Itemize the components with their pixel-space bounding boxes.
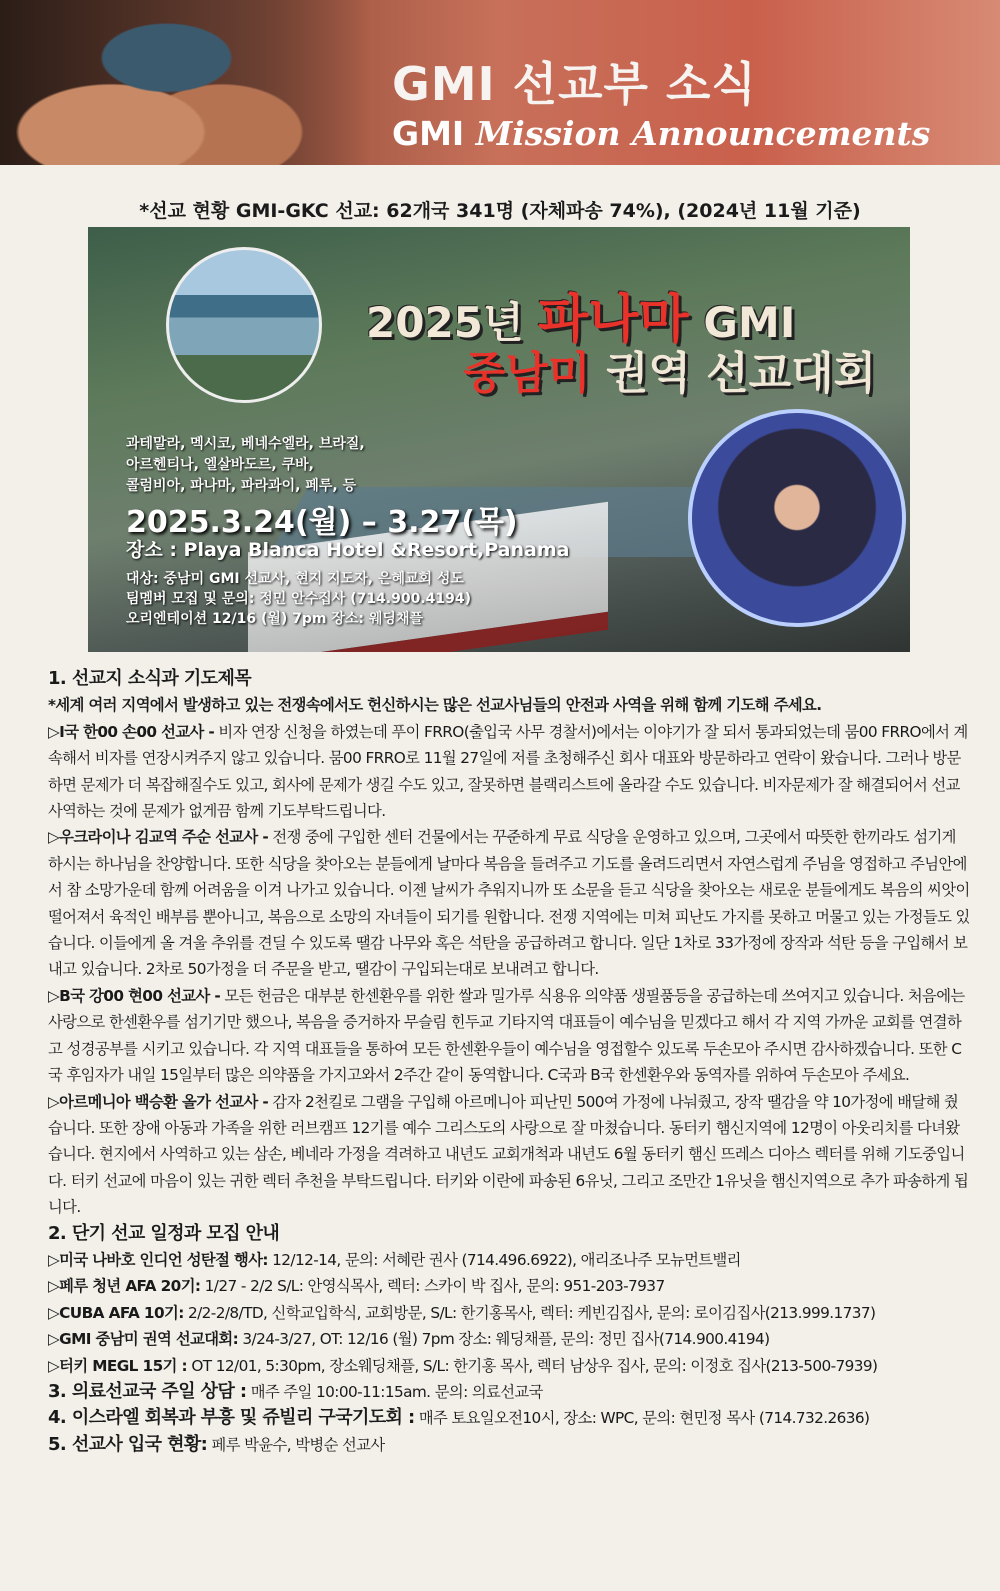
- header-subtitle: [392, 114, 930, 153]
- missionary-arrivals: 5. 선교사 입국 현황: 페루 박윤수, 박병순 선교사: [48, 1433, 385, 1455]
- header-sub-prefix: GMI: [392, 114, 465, 153]
- header-sub-script: Mission Announcements: [475, 114, 931, 153]
- banner-info: [126, 569, 471, 629]
- prayer-item: ▷B국 강00 현00 선교사 - 모든 헌금은 대부분 한센환우를 위한 쌀과 밀가루 식용유 의약품 생필품등을 공급하는데 쓰여지고 있습니다. 처음에는 사랑으로 한센환우를 섬기기만 했으나, 복음을 증거하자 무슬림 힌두교 기타지역 대표들이 예수님을 믿겠다고 해서 각 지역 가까운 교회를 연결하고 성경공부를 시키고 있습니다. 각 지역 대표들을 통하여 모든 한센환우들이 예수님을 영접할수 있도록 두손모아 주시면 감사하겠습니다. 또한 C국 후임자가 내일 15일부터 많은 의약품을 가지고와서 2주간 같이 동역합니다. C국과 B국 한센환우와 동역자를 위하여 두손모아 주세요.: [48, 986, 965, 1085]
- canal-locks-photo: [166, 247, 322, 403]
- event-banner: [88, 227, 910, 652]
- banner-venue: 장소 : Playa Blanca Hotel &Resort,Panama: [126, 539, 570, 561]
- section-title: 2. 단기 선교 일정과 모집 안내: [48, 1222, 280, 1244]
- banner-country: 파나마: [538, 290, 689, 350]
- prayer-item: ▷아르메니아 백승환 올가 선교사 - 감자 2천킬로 그램을 구입해 아르메니아 피난민 500여 가정에 나눠줬고, 장작 땔감을 약 10가정에 배달해 줬습니다. 또한 장애 아동과 가족을 위한 러브캠프 12기를 예수 그리스도의 사랑으로 잘 마쳤습니다. 동터키 햄신지역에 12명이 아웃리치를 다녀왔습니다. 현지에서 사역하고 있는 삼손, 베네라 가정을 격려하고 내년도 교회개척과 내년도 6월 동터키 햄신 뜨레스 디아스 렉터를 위해 기도중입니다. 터키 선교에 마음이 있는 귀한 렉터 추천을 부탁드립니다. 터키와 이란에 파송된 6유닛, 그리고 조만간 1유닛을 햄신지역으로 추가 파송하게 됩니다.: [48, 1092, 969, 1217]
- schedule-item: ▷터키 MEGL 15기 : OT 12/01, 5:30pm, 장소웨딩채플, S/L: 한기홍 목사, 렉터 남상우 집사, 문의: 이정호 집사(213-500-7939): [48, 1356, 878, 1375]
- schedule-item: ▷GMI 중남미 권역 선교대회: 3/24-3/27, OT: 12/16 (월) 7pm 장소: 웨딩채플, 문의: 정민 집사(714.900.4194): [48, 1330, 770, 1349]
- schedule-item: ▷페루 청년 AFA 20기: 1/27 - 2/2 S/L: 안영식목사, 렉터: 스카이 박 집사, 문의: 951-203-7937: [48, 1277, 665, 1296]
- hands-globe-image: [0, 0, 370, 165]
- banner-date: 2025.3.24(월) – 3.27(목): [126, 505, 518, 540]
- header-banner: [0, 0, 1000, 165]
- info-line: 팀멤버 모집 및 문의: 정민 안수집사 (714.900.4194): [126, 591, 472, 607]
- prayer-item: ▷I국 한00 손00 선교사 - 비자 연장 신청을 하였는데 푸이 FRRO(출입국 사무 경찰서)에서는 이야기가 잘 되서 통과되었는데 뭄00 FRRO에서 계속해서 비자를 연장시켜주지 않고 있습니다. 뭄00 FRRO로 11월 27일에 저를 초청해주신 회사 대표와 방문하라고 연락이 왔습니다. 그러나 방문 하면 문제가 더 복잡해질수도 있고, 회사에 문제가 생길 수도 있고, 잘못하면 블랙리스트에 올라갈 수도 있습니다. 비자문제가 잘 해결되어서 선교사역하는 것에 문제가 없게끔 함께 기도부탁드립니다.: [48, 722, 968, 821]
- medical-consult: 3. 의료선교국 주일 상담 : 매주 주일 10:00-11:15am. 문의: 의료선교국: [48, 1380, 543, 1402]
- header-title: GMI 선교부 소식: [392, 57, 757, 111]
- info-line: 대상: 중남미 GMI 선교사, 현지 지도자, 은혜교회 성도: [126, 571, 464, 587]
- speaker-photo: [688, 409, 906, 627]
- banner-countries: [126, 434, 365, 497]
- info-line: 오리엔테이션 12/16 (월) 7pm 장소: 웨딩채플: [126, 611, 424, 627]
- banner-org: GMI: [703, 298, 796, 347]
- prayer-intro: *세계 여러 지역에서 발생하고 있는 전쟁속에서도 헌신하시는 많은 선교사님들의 안전과 사역을 위해 함께 기도해 주세요.: [48, 696, 822, 715]
- countries-line: 콜럼비아, 파나마, 파라과이, 페루, 등: [126, 478, 357, 494]
- countries-line: 아르헨티나, 엘살바도르, 쿠바,: [126, 457, 314, 473]
- prayer-meeting: 4. 이스라엘 회복과 부흥 및 쥬빌리 구국기도회 : 매주 토요일오전10시, 장소: WPC, 문의: 현민정 목사 (714.732.2636): [48, 1407, 870, 1429]
- section-title: 1. 선교지 소식과 기도제목: [48, 668, 252, 689]
- schedule-item: ▷미국 나바호 인디언 성탄절 행사: 12/12-14, 문의: 서혜란 권사 (714.496.6922), 애리조나주 모뉴먼트밸리: [48, 1250, 741, 1269]
- schedule-item: ▷CUBA AFA 10기: 2/2-2/8/TD, 신학교입학식, 교회방문, S/L: 한기홍목사, 렉터: 케빈김집사, 문의: 로이김집사(213.999.1737): [48, 1303, 876, 1322]
- banner-title-line2: [463, 337, 876, 401]
- prayer-item: ▷우크라이나 김교역 주순 선교사 - 전쟁 중에 구입한 센터 건물에서는 꾸준하게 무료 식당을 운영하고 있으며, 그곳에서 따뜻한 한끼라도 섬기게 하시는 하나님을 찬양합니다. 또한 식당을 찾아오는 분들에게 날마다 복음을 들려주고 기도를 올려드리면서 자연스럽게 주님을 영접하고 주님안에서 참 소망가운데 함께 어려움을 이겨 나가고 있습니다. 이젠 날씨가 추워지니까 또 소문을 듣고 식당을 찾아오는 새로운 분들에게도 복음의 씨앗이 떨어져서 육적인 배부름 뿐아니고, 복음으로 소망의 자녀들이 되기를 원합니다. 전쟁 지역에는 미쳐 피난도 가지를 못하고 머물고 있는 가정들도 있습니다. 이들에게 올 겨울 추위를 견딜 수 있도록 땔감 나무와 혹은 석탄을 공급하려고 합니다. 일단 1차로 33가정에 장작과 석탄 등을 구입해서 보내고 있습니다. 2차로 50가정을 더 주문을 받고, 땔감이 구입되는대로 보내려고 합니다.: [48, 828, 970, 979]
- banner-region: 중남미: [463, 348, 591, 399]
- banner-event: 권역 선교대회: [605, 348, 877, 399]
- mission-status-line: *선교 현황 GMI-GKC 선교: 62개국 341명 (자체파송 74%), (2024년 11월 기준): [139, 200, 861, 222]
- countries-line: 과테말라, 멕시코, 베네수엘라, 브라질,: [126, 436, 365, 452]
- announcement-body: [48, 666, 972, 1458]
- banner-year: 2025년: [366, 298, 524, 347]
